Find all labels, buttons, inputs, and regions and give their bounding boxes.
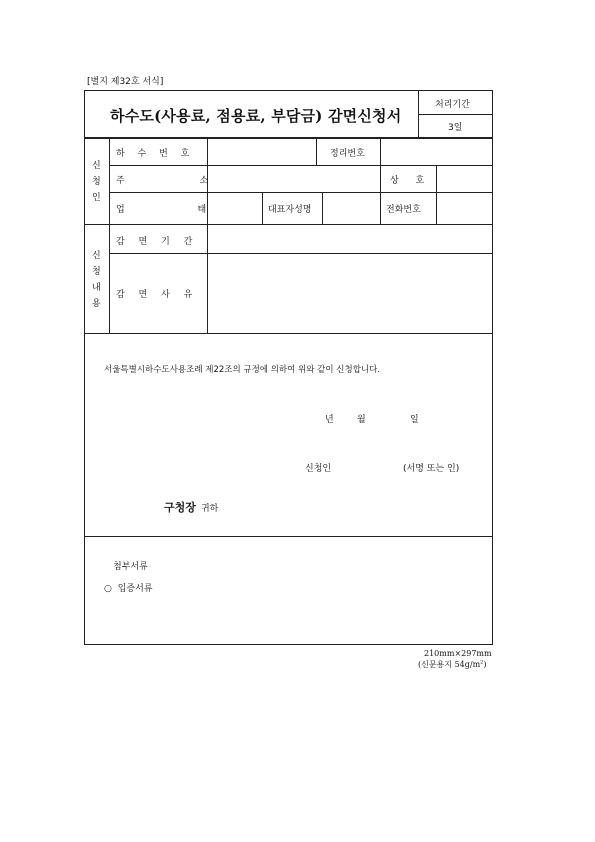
row2-trade-value-divider bbox=[436, 165, 437, 225]
row2-trade-divider bbox=[380, 165, 381, 225]
form-title: 하수도(사용료, 점용료, 부담금) 감면신청서 bbox=[110, 107, 402, 125]
phone-label: 전화번호 bbox=[386, 205, 421, 215]
row3-div-a bbox=[262, 192, 263, 225]
attachment-item-label: 입증서류 bbox=[117, 584, 153, 594]
attachments-heading: 첨부서류 bbox=[113, 562, 148, 572]
applicant-row2-rule bbox=[109, 192, 492, 193]
details-label-divider bbox=[207, 224, 208, 334]
title-period-divider bbox=[418, 114, 492, 115]
paper-spec-prefix: (신문용지 54g/m bbox=[418, 660, 481, 669]
addressee-title: 구청장 bbox=[164, 501, 196, 514]
applicant-group-char-2: 청 bbox=[92, 177, 101, 187]
form-label: [별지 제32호 서식] bbox=[87, 77, 164, 87]
paper-spec-sup: 2 bbox=[480, 659, 484, 666]
bullet-icon: ○ bbox=[104, 584, 112, 594]
signature-note: (서명 또는 인) bbox=[403, 464, 460, 474]
date-month: 월 bbox=[357, 415, 366, 425]
row1-value-divider bbox=[380, 138, 381, 166]
details-group-char-1: 신 bbox=[92, 251, 101, 261]
details-mid-rule bbox=[109, 253, 492, 254]
trade-name-label: 상 호 bbox=[390, 176, 425, 186]
paper-size: 210mm×297mm bbox=[424, 649, 492, 658]
processing-period-label: 처리기간 bbox=[435, 100, 470, 110]
row3-div-b bbox=[322, 192, 323, 225]
addressee bbox=[164, 496, 218, 515]
applicant-group-char-3: 인 bbox=[92, 193, 101, 203]
attachment-item bbox=[104, 581, 153, 594]
date-year: 년 bbox=[325, 415, 334, 425]
paper-spec-suffix: ) bbox=[483, 660, 487, 669]
applicant-row1-rule bbox=[109, 165, 492, 166]
applicant-signature-label: 신청인 bbox=[305, 464, 332, 474]
processing-period-value: 3일 bbox=[448, 123, 463, 133]
title-bottom-rule bbox=[84, 137, 492, 139]
business-type-label: 업 태 bbox=[116, 205, 207, 215]
reduction-period-label: 감 면 기 간 bbox=[116, 237, 193, 247]
details-group-char-4: 용 bbox=[92, 299, 101, 309]
sewer-number-label: 하 수 번 호 bbox=[116, 149, 190, 159]
address-label: 주 소 bbox=[116, 176, 209, 186]
applicant-bottom-rule bbox=[84, 224, 492, 225]
addressee-suffix: 귀하 bbox=[200, 504, 219, 514]
details-group-char-3: 내 bbox=[92, 283, 101, 293]
paper-spec bbox=[418, 659, 486, 670]
registration-number-label: 정리번호 bbox=[330, 149, 365, 159]
details-group-divider bbox=[109, 224, 110, 334]
applicant-group-divider bbox=[109, 138, 110, 225]
reduction-reason-label: 감 면 사 유 bbox=[116, 290, 193, 300]
details-bottom-rule bbox=[84, 333, 492, 334]
application-statement: 서울특별시하수도사용조례 제22조의 규정에 의하여 위와 같이 신청합니다. bbox=[104, 365, 381, 375]
details-group-char-2: 청 bbox=[92, 267, 101, 277]
row1-mid-divider bbox=[316, 138, 317, 166]
attachments-top-rule bbox=[84, 536, 492, 537]
applicant-group-char-1: 신 bbox=[92, 161, 101, 171]
representative-label: 대표자성명 bbox=[268, 205, 312, 215]
date-day: 일 bbox=[410, 415, 419, 425]
